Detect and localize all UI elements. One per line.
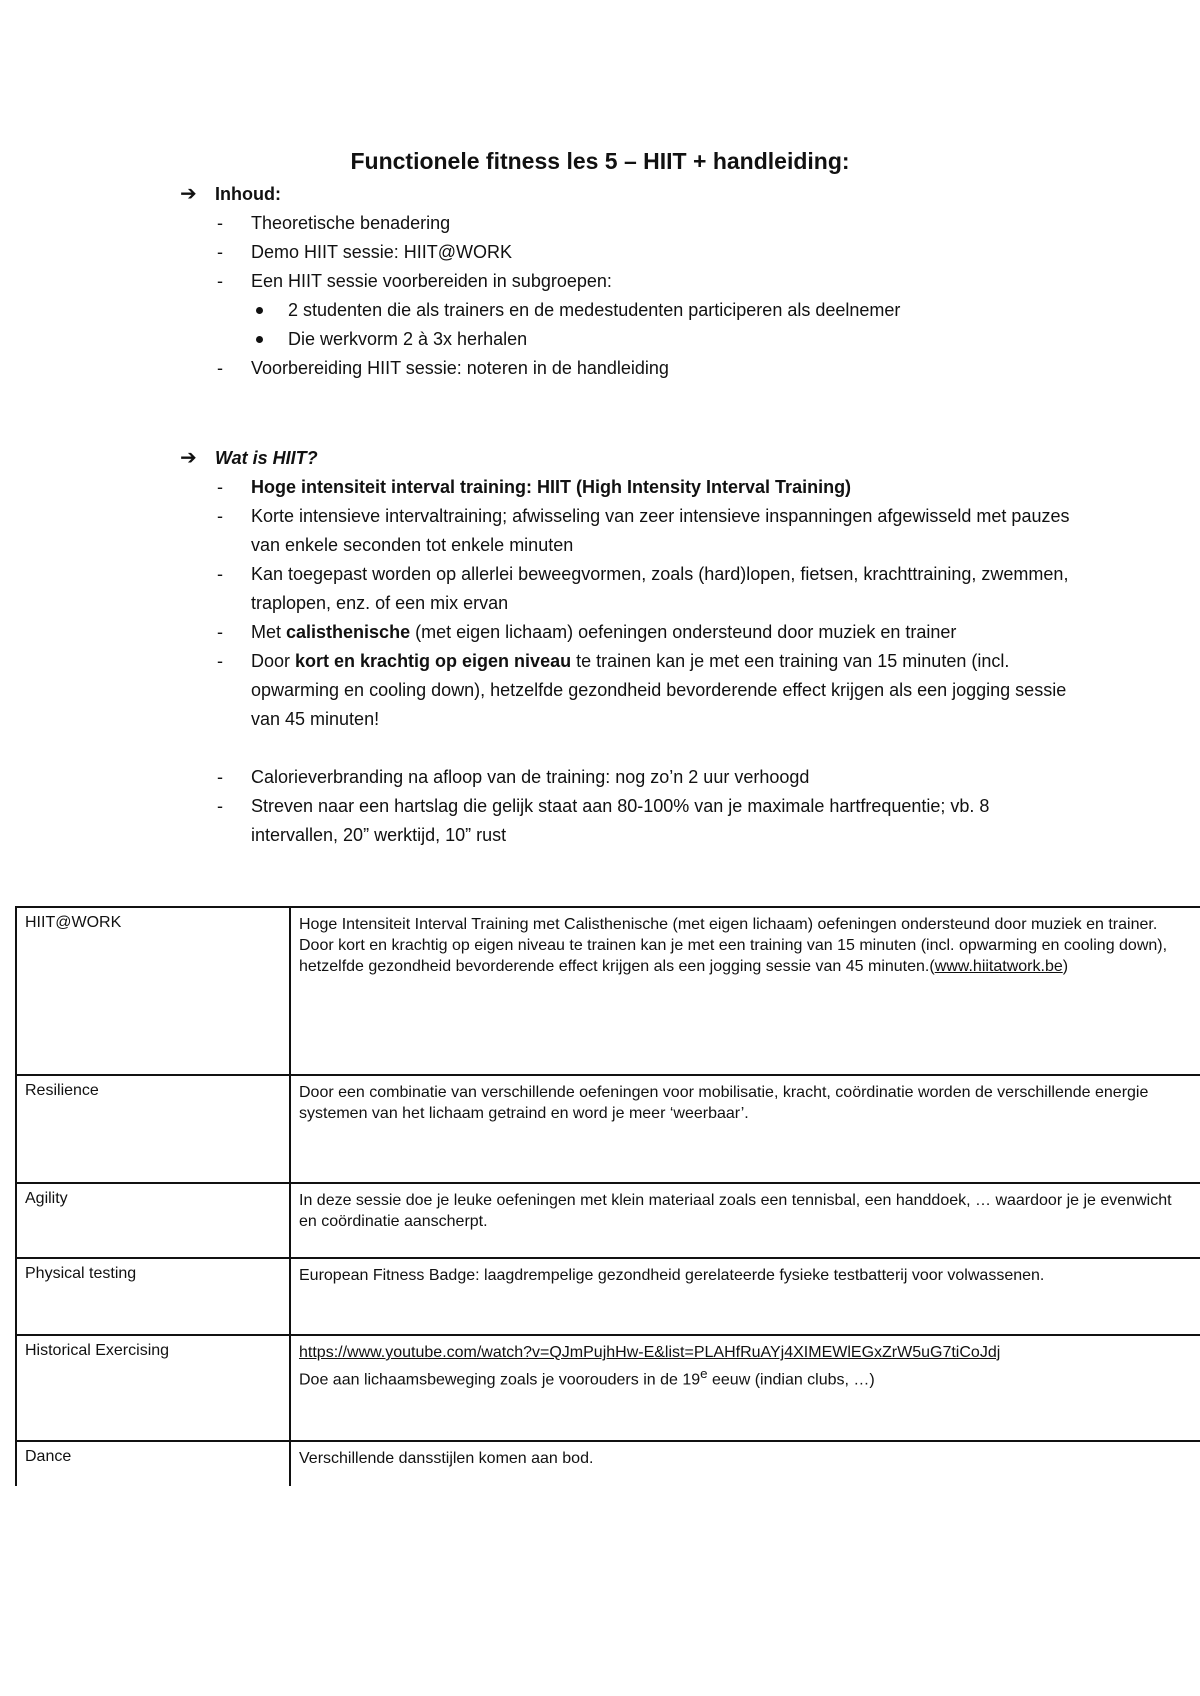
session-name: Dance	[16, 1441, 290, 1486]
list-item-text: 2 studenten die als trainers en de medestudenten participeren als deelnemer	[288, 300, 901, 320]
session-description: European Fitness Badge: laagdrempelige gezondheid gerelateerde fysieke testbatterij voor volwassenen.	[290, 1258, 1200, 1335]
list-item	[180, 647, 1080, 734]
session-description	[290, 907, 1200, 1075]
list-item-text: Korte intensieve intervaltraining; afwisseling van zeer intensieve inspanningen afgewisseld met pauzes van enkele seconden tot enkele minuten	[251, 506, 1070, 555]
dash-marker: -	[217, 213, 223, 233]
list-item	[180, 354, 1080, 383]
dash-marker: -	[217, 767, 223, 787]
list-item-bold-text: kort en krachtig op eigen niveau	[295, 651, 572, 671]
session-name: Agility	[16, 1183, 290, 1258]
dash-marker: -	[217, 477, 223, 497]
session-name: Physical testing	[16, 1258, 290, 1335]
section-heading-text: Inhoud:	[215, 184, 281, 204]
content-list	[180, 473, 1080, 850]
section-heading	[180, 180, 1080, 209]
list-item-text: Theoretische benadering	[251, 213, 451, 233]
superscript: e	[700, 1366, 708, 1381]
section-heading	[180, 444, 1080, 473]
session-description: Door een combinatie van verschillende oefeningen voor mobilisatie, kracht, coördinatie worden de verschillende energie systemen van het lichaam getraind en word je meer ‘weerbaar’.	[290, 1075, 1200, 1183]
list-item	[180, 502, 1080, 560]
dash-marker: -	[217, 651, 223, 671]
table-row	[16, 1335, 1200, 1441]
description-text: )	[1062, 958, 1069, 975]
list-item	[180, 473, 1080, 502]
table-row	[16, 1183, 1200, 1258]
list-item	[180, 238, 1080, 267]
list-item-bold-text: calisthenische	[286, 622, 411, 642]
session-description	[290, 1335, 1200, 1441]
description-text: eeuw (indian clubs, …)	[707, 1371, 875, 1389]
section-wat-is-hiit	[180, 444, 1080, 850]
list-item	[180, 763, 1080, 792]
content-list	[180, 209, 1080, 383]
table-row	[16, 1075, 1200, 1183]
list-item-text: Die werkvorm 2 à 3x herhalen	[288, 329, 528, 349]
dash-marker: -	[217, 242, 223, 262]
list-item-text: Streven naar een hartslag die gelijk staat aan 80-100% van je maximale hartfrequentie; vb. 8 intervallen, 20” werktijd, 10” rust	[251, 796, 990, 845]
session-name: HIIT@WORK	[16, 907, 290, 1075]
section-heading-text: Wat is HIIT?	[215, 448, 318, 468]
list-item-text: Demo HIIT sessie: HIIT@WORK	[251, 242, 512, 262]
list-item-text: Een HIIT sessie voorbereiden in subgroepen:	[251, 271, 612, 291]
session-description: Verschillende dansstijlen komen aan bod.	[290, 1441, 1200, 1486]
table-row	[16, 907, 1200, 1075]
page-title: Functionele fitness les 5 – HIIT + handleiding:	[350, 148, 850, 174]
list-item-text: Kan toegepast worden op allerlei beweegvormen, zoals (hard)lopen, fietsen, krachttraining, zwemmen, traplopen, enz. of een mix ervan	[251, 564, 1069, 613]
list-item	[180, 209, 1080, 238]
dash-marker: -	[217, 506, 223, 526]
session-name: Resilience	[16, 1075, 290, 1183]
list-item	[180, 267, 1080, 296]
sub-list-item	[180, 325, 1080, 354]
dash-marker: -	[217, 796, 223, 816]
sub-list-item	[180, 296, 1080, 325]
bullet-icon	[256, 336, 263, 343]
dash-marker: -	[217, 271, 223, 291]
list-item-text: (met eigen lichaam) oefeningen ondersteund door muziek en trainer	[410, 622, 957, 642]
dash-marker: -	[217, 358, 223, 378]
session-description: In deze sessie doe je leuke oefeningen met klein materiaal zoals een tennisbal, een handdoek, … waardoor je je evenwicht en coördinatie aanscherpt.	[290, 1183, 1200, 1258]
list-item	[180, 618, 1080, 647]
list-item	[180, 792, 1080, 850]
arrow-right-icon: ➔	[180, 183, 197, 205]
session-name: Historical Exercising	[16, 1335, 290, 1441]
list-item	[180, 560, 1080, 618]
bullet-icon	[256, 307, 263, 314]
table-row	[16, 1258, 1200, 1335]
description-text: Hoge Intensiteit Interval Training met Calisthenische (met eigen lichaam) oefeningen ondersteund door muziek en trainer. Door kort en krachtig op eigen niveau te trainen kan je met een training van 15 minuten (incl. opwarming en cooling down), hetzelfde gezondheid bevorderende effect krijgen als een jogging sessie van 45 minuten.(	[299, 916, 1168, 975]
sessions-table	[15, 906, 1200, 1486]
list-item-text: Door	[251, 651, 296, 671]
description-text: Doe aan lichaamsbeweging zoals je voorouders in de 19	[299, 1371, 701, 1389]
dash-marker: -	[217, 564, 223, 584]
list-item-text: Voorbereiding HIIT sessie: noteren in de handleiding	[251, 358, 669, 378]
website-link[interactable]: www.hiitatwork.be	[934, 958, 1063, 975]
list-item-text: Hoge intensiteit interval training: HIIT (High Intensity Interval Training)	[251, 477, 852, 497]
list-item-text: te trainen kan je met een training van 15 minuten (incl. opwarming en cooling down), hetzelfde gezondheid bevorderende effect krijgen als een jogging sessie van 45 minuten!	[251, 651, 1067, 729]
section-inhoud	[180, 180, 1080, 383]
table-row	[16, 1441, 1200, 1486]
youtube-link[interactable]: https://www.youtube.com/watch?v=QJmPujhHw-E&list=PLAHfRuAYj4XIMEWlEGxZrW5uG7tiCoJdj	[299, 1344, 1001, 1361]
list-item-text: Met	[251, 622, 287, 642]
dash-marker: -	[217, 622, 223, 642]
arrow-right-icon: ➔	[180, 447, 197, 469]
list-item-text: Calorieverbranding na afloop van de training: nog zo’n 2 uur verhoogd	[251, 767, 810, 787]
